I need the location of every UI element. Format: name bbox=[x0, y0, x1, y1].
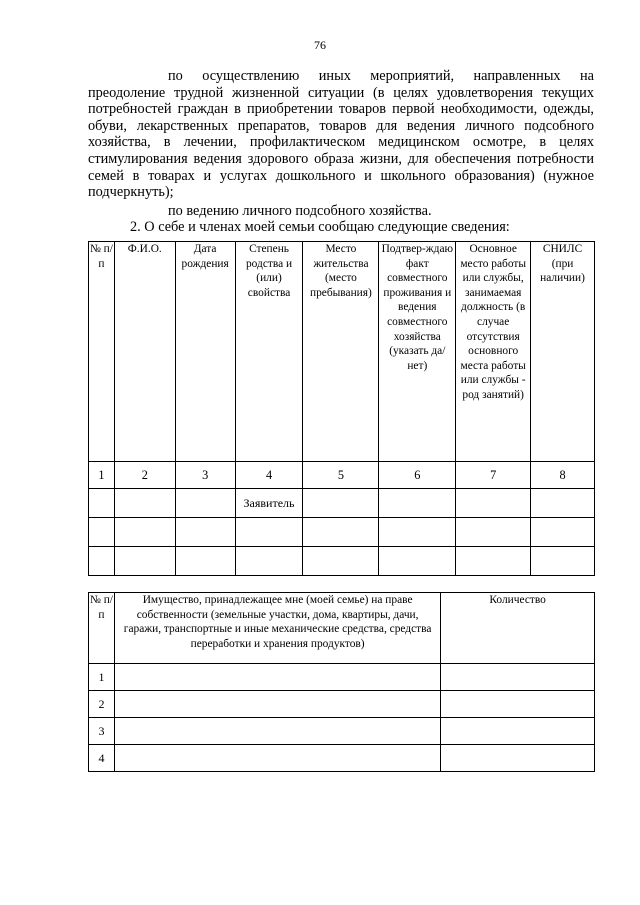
table-cell[interactable] bbox=[89, 489, 115, 518]
table-cell[interactable] bbox=[175, 518, 235, 547]
row-number: 4 bbox=[89, 745, 115, 772]
column-number: 2 bbox=[114, 462, 175, 489]
table-cell[interactable] bbox=[114, 664, 440, 691]
table-cell[interactable] bbox=[114, 547, 175, 576]
table-cell[interactable] bbox=[456, 489, 531, 518]
applicant-label: Заявитель bbox=[235, 489, 303, 518]
table-cell[interactable] bbox=[441, 664, 595, 691]
header-cell: Степень родства и (или) свойства bbox=[235, 242, 303, 462]
header-cell: СНИЛС (при наличии) bbox=[531, 242, 595, 462]
column-number: 6 bbox=[379, 462, 456, 489]
family-members-table bbox=[88, 241, 595, 576]
table-row bbox=[89, 664, 595, 691]
table-cell[interactable] bbox=[303, 547, 379, 576]
column-number: 7 bbox=[456, 462, 531, 489]
header-cell: № п/п bbox=[89, 242, 115, 462]
table-header-row bbox=[89, 242, 595, 462]
table-row bbox=[89, 691, 595, 718]
table-cell[interactable] bbox=[379, 489, 456, 518]
table-cell[interactable] bbox=[456, 547, 531, 576]
table-cell[interactable] bbox=[303, 518, 379, 547]
table-header-row bbox=[89, 593, 595, 664]
row-number: 2 bbox=[89, 691, 115, 718]
table-cell[interactable] bbox=[441, 745, 595, 772]
table-cell[interactable] bbox=[89, 518, 115, 547]
column-number: 5 bbox=[303, 462, 379, 489]
table-row bbox=[89, 718, 595, 745]
column-number: 4 bbox=[235, 462, 303, 489]
row-number: 3 bbox=[89, 718, 115, 745]
header-cell: Место жительства (место пребывания) bbox=[303, 242, 379, 462]
header-cell: Имущество, принадлежащее мне (моей семье) на праве собственности (земельные участки, дома, квартиры, дачи, гаражи, транспортные и иные механические средства, средства переработки и хранения продуктов) bbox=[114, 593, 440, 664]
bullet-paragraph-2 bbox=[88, 203, 594, 220]
table-row bbox=[89, 547, 595, 576]
table-cell[interactable] bbox=[175, 489, 235, 518]
intro-text bbox=[88, 68, 594, 236]
table-cell[interactable] bbox=[114, 745, 440, 772]
table-cell[interactable] bbox=[114, 489, 175, 518]
table-row bbox=[89, 489, 595, 518]
item-2-heading: 2. О себе и членах моей семьи сообщаю следующие сведения: bbox=[130, 219, 510, 236]
table-cell[interactable] bbox=[235, 547, 303, 576]
row-number: 1 bbox=[89, 664, 115, 691]
table-cell[interactable] bbox=[441, 691, 595, 718]
table-cell[interactable] bbox=[379, 518, 456, 547]
table-cell[interactable] bbox=[235, 518, 303, 547]
bullet-paragraph-1 bbox=[88, 68, 594, 201]
header-cell: № п/п bbox=[89, 593, 115, 664]
table-row bbox=[89, 745, 595, 772]
page-number: 76 bbox=[314, 38, 326, 52]
column-number-row bbox=[89, 462, 595, 489]
header-cell: Подтвер-ждаю факт совместного проживания и ведения совместного хозяйства (указать да/нет) bbox=[379, 242, 456, 462]
table-cell[interactable] bbox=[89, 547, 115, 576]
column-number: 1 bbox=[89, 462, 115, 489]
table-cell[interactable] bbox=[303, 489, 379, 518]
column-number: 3 bbox=[175, 462, 235, 489]
table-row bbox=[89, 518, 595, 547]
table-cell[interactable] bbox=[114, 518, 175, 547]
bullet-1-text: по осуществлению иных мероприятий, направленных на преодоление трудной жизненной ситуации (в целях удовлетворения текущих потребностей граждан в приобретении товаров первой необходимости, одежды, обуви, лекарственных препаратов, товаров для ведения личного подсобного хозяйства, в лечении, профилактическом медицинском осмотре, в целях стимулирования ведения здорового образа жизни, для обеспечения потребности семей в товарах и услугах дошкольного и школьного образования) (нужное подчеркнуть); bbox=[88, 68, 594, 201]
column-number: 8 bbox=[531, 462, 595, 489]
table-cell[interactable] bbox=[456, 518, 531, 547]
table-cell[interactable] bbox=[114, 718, 440, 745]
header-cell: Ф.И.О. bbox=[114, 242, 175, 462]
header-cell: Дата рождения bbox=[175, 242, 235, 462]
header-cell: Количество bbox=[441, 593, 595, 664]
table-cell[interactable] bbox=[379, 547, 456, 576]
bullet-2-text: по ведению личного подсобного хозяйства. bbox=[168, 202, 432, 219]
table-cell[interactable] bbox=[531, 547, 595, 576]
table-cell[interactable] bbox=[531, 489, 595, 518]
table-cell[interactable] bbox=[114, 691, 440, 718]
table-cell[interactable] bbox=[531, 518, 595, 547]
property-table bbox=[88, 592, 595, 772]
header-cell: Основное место работы или службы, занимаемая должность (в случае отсутствия основного места работы или службы - род занятий) bbox=[456, 242, 531, 462]
table-cell[interactable] bbox=[175, 547, 235, 576]
table-cell[interactable] bbox=[441, 718, 595, 745]
